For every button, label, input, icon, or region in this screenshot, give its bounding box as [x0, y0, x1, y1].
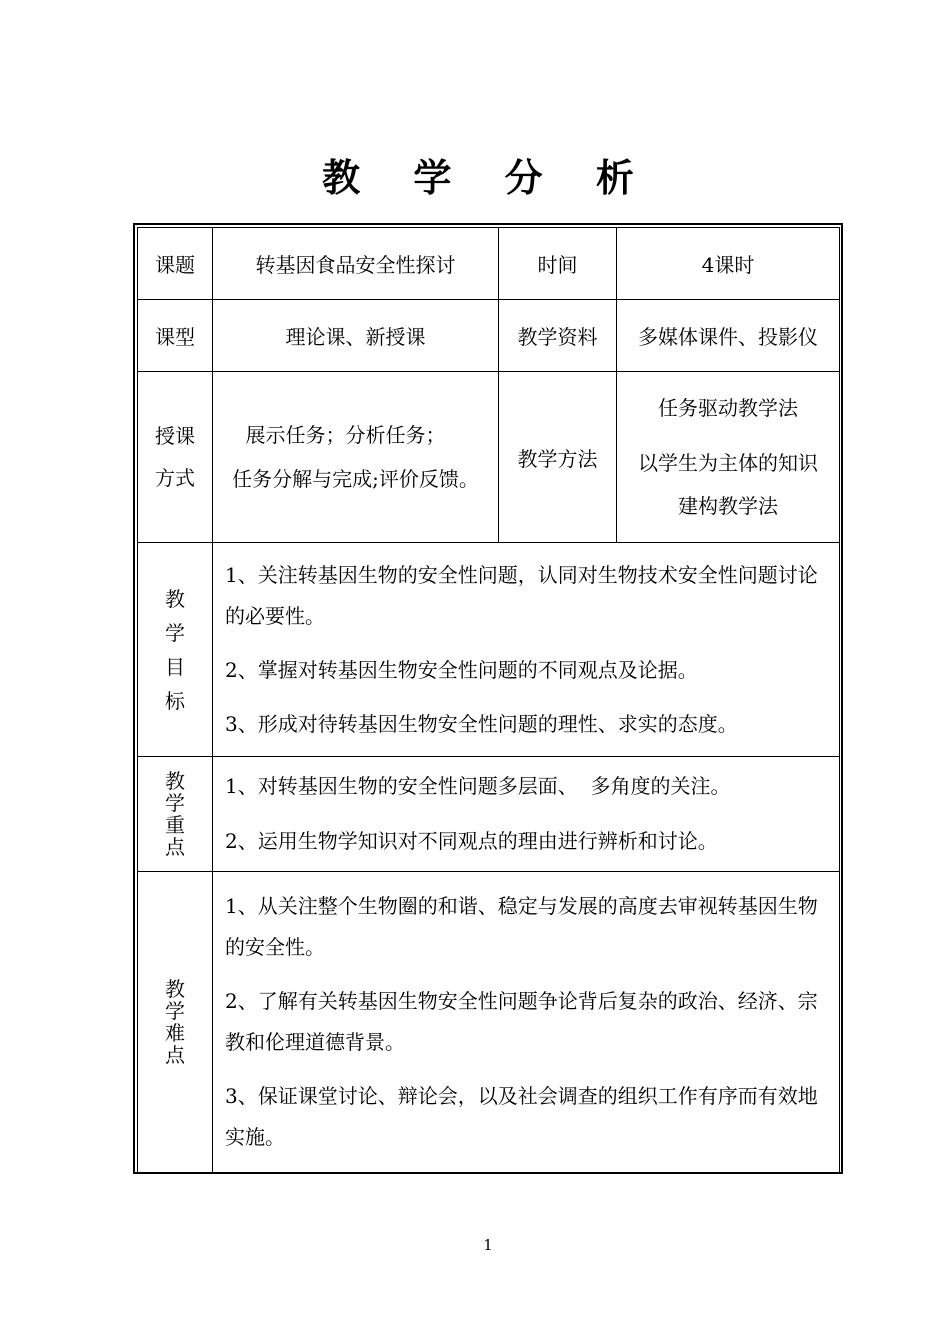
method-value	[617, 372, 840, 543]
time-value: 4课时	[617, 228, 840, 300]
materials-label: 教学资料	[499, 300, 617, 372]
lesson-type-value: 理论课、新授课	[213, 300, 499, 372]
delivery-label-line1: 授课	[155, 424, 195, 448]
table-row	[138, 757, 840, 872]
delivery-value-line1: 展示任务；分析任务；	[245, 423, 446, 447]
key-points-label-char: 重	[165, 813, 185, 837]
objectives-label-char: 目	[165, 654, 185, 679]
key-points-content	[213, 757, 840, 872]
difficulties-label-char: 教	[165, 977, 185, 1001]
table-row	[138, 872, 840, 1173]
method-value-line1: 任务驱动教学法	[658, 396, 798, 420]
key-points-label-char: 教	[165, 769, 185, 793]
lesson-type-label: 课型	[138, 300, 213, 372]
difficulties-label-char: 难	[165, 1021, 185, 1045]
difficulties-label	[138, 872, 213, 1173]
objectives-label-char: 学	[165, 620, 185, 645]
method-value-line2: 以学生为主体的知识	[638, 451, 818, 475]
teaching-analysis-table	[137, 227, 840, 1173]
key-points-label-char: 点	[165, 835, 185, 859]
delivery-value-line2: 任务分解与完成;评价反馈。	[232, 467, 479, 491]
key-points-label-char: 学	[165, 791, 185, 815]
table-row	[138, 300, 840, 372]
method-label: 教学方法	[499, 372, 617, 543]
objective-item: 1、关注转基因生物的安全性问题，认同对生物技术安全性问题讨论的必要性。	[225, 562, 818, 628]
time-label: 时间	[499, 228, 617, 300]
difficulties-label-char: 学	[165, 999, 185, 1023]
page-number: 1	[483, 1236, 493, 1254]
table-row	[138, 228, 840, 300]
topic-value: 转基因食品安全性探讨	[213, 228, 499, 300]
objective-item: 2、掌握对转基因生物安全性问题的不同观点及论据。	[225, 657, 698, 682]
difficulty-item: 2、了解有关转基因生物安全性问题争论背后复杂的政治、经济、宗教和伦理道德背景。	[225, 989, 818, 1054]
difficulty-item: 1、从关注整个生物圈的和谐、稳定与发展的高度去审视转基因生物的安全性。	[225, 894, 818, 959]
objectives-label-char: 标	[165, 688, 185, 713]
objective-item: 3、形成对待转基因生物安全性问题的理性、求实的态度。	[225, 711, 738, 736]
delivery-value	[213, 372, 499, 543]
delivery-label	[138, 372, 213, 543]
objectives-content	[213, 543, 840, 757]
materials-value: 多媒体课件、投影仪	[617, 300, 840, 372]
objectives-label	[138, 543, 213, 757]
topic-label: 课题	[138, 228, 213, 300]
table-row	[138, 372, 840, 543]
key-point-item: 1、对转基因生物的安全性问题多层面、 多角度的关注。	[225, 774, 731, 798]
difficulties-label-char: 点	[165, 1043, 185, 1067]
delivery-label-line2: 方式	[155, 466, 195, 490]
difficulty-item: 3、保证课堂讨论、辩论会，以及社会调查的组织工作有序而有效地实施。	[225, 1084, 818, 1149]
method-value-line3: 建构教学法	[678, 494, 778, 518]
key-points-label	[138, 757, 213, 872]
key-point-item: 2、运用生物学知识对不同观点的理由进行辨析和讨论。	[225, 829, 718, 853]
page-title: 教 学 分 析	[322, 156, 654, 200]
table-row	[138, 543, 840, 757]
objectives-label-char: 教	[165, 586, 185, 611]
difficulties-content	[213, 872, 840, 1173]
